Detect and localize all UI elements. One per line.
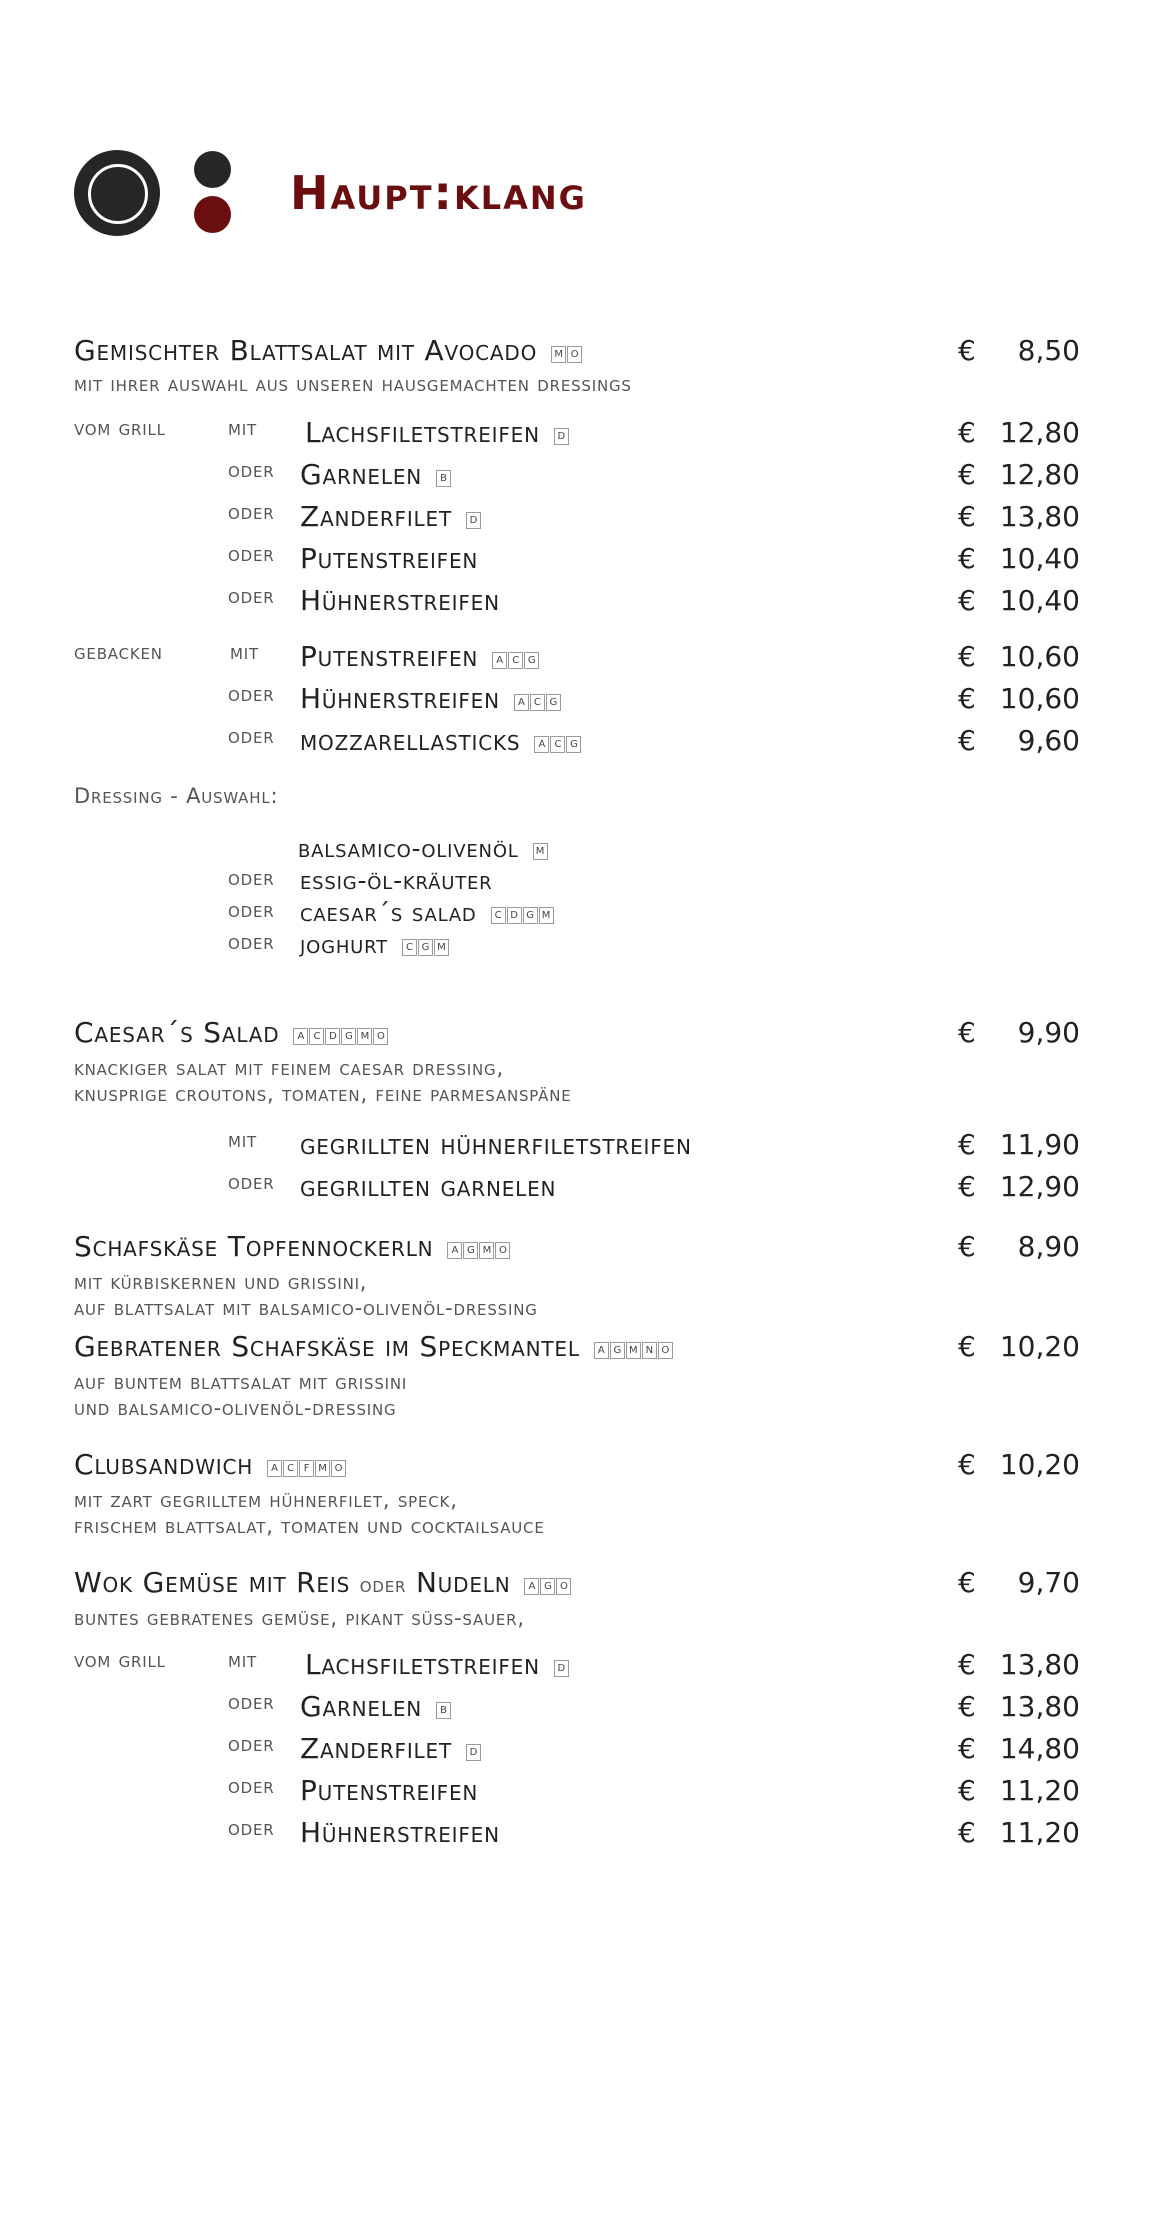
allergen-codes <box>533 843 549 860</box>
allergen-codes <box>466 1744 482 1761</box>
allergen-code: O <box>495 1242 510 1259</box>
allergen-codes <box>594 1342 674 1359</box>
allergen-code: D <box>507 907 522 924</box>
item-price: € 8,90 <box>958 1230 1080 1263</box>
item-price: € 10,20 <box>958 1330 1080 1363</box>
item-name: Gemischter Blattsalat mit Avocado M O <box>74 334 583 367</box>
logo-ring-icon <box>74 150 160 236</box>
allergen-code: O <box>331 1460 346 1477</box>
allergen-codes <box>436 1702 452 1719</box>
allergen-codes <box>447 1242 511 1259</box>
allergen-code: M <box>551 346 566 363</box>
allergen-code: D <box>554 428 569 445</box>
allergen-code: A <box>293 1028 308 1045</box>
allergen-code: B <box>436 1702 451 1719</box>
allergen-codes <box>534 736 582 753</box>
allergen-code: C <box>491 907 506 924</box>
allergen-code: D <box>325 1028 340 1045</box>
item-price: € 9,70 <box>958 1566 1080 1599</box>
allergen-code: F <box>299 1460 314 1477</box>
allergen-code: A <box>534 736 549 753</box>
allergen-code: A <box>594 1342 609 1359</box>
allergen-code: C <box>402 939 417 956</box>
allergen-code: G <box>418 939 433 956</box>
allergen-code: A <box>514 694 529 711</box>
allergen-codes <box>466 512 482 529</box>
allergen-codes <box>491 907 555 924</box>
item-name: Caesar´s Salad A C D G M O <box>74 1016 389 1049</box>
allergen-code: N <box>642 1342 657 1359</box>
allergen-code: O <box>373 1028 388 1045</box>
item-price: € 9,90 <box>958 1016 1080 1049</box>
allergen-codes <box>554 428 570 445</box>
logo-dot-icon <box>194 151 231 188</box>
allergen-code: A <box>524 1578 539 1595</box>
allergen-code: D <box>466 1744 481 1761</box>
allergen-code: G <box>341 1028 356 1045</box>
allergen-codes <box>402 939 450 956</box>
allergen-codes <box>293 1028 389 1045</box>
allergen-code: G <box>463 1242 478 1259</box>
allergen-code: M <box>434 939 449 956</box>
allergen-code: C <box>283 1460 298 1477</box>
allergen-code: A <box>267 1460 282 1477</box>
allergen-code: O <box>658 1342 673 1359</box>
allergen-code: C <box>508 652 523 669</box>
allergen-code: G <box>524 652 539 669</box>
allergen-codes <box>267 1460 347 1477</box>
allergen-code: G <box>523 907 538 924</box>
allergen-code: C <box>550 736 565 753</box>
allergen-code: G <box>540 1578 555 1595</box>
item-price: € 8,50 <box>958 334 1080 367</box>
allergen-codes <box>554 1660 570 1677</box>
allergen-code: M <box>479 1242 494 1259</box>
allergen-code: D <box>554 1660 569 1677</box>
allergen-code: A <box>447 1242 462 1259</box>
allergen-codes <box>436 470 452 487</box>
allergen-codes <box>524 1578 572 1595</box>
allergen-code: A <box>492 652 507 669</box>
allergen-code: C <box>309 1028 324 1045</box>
page-title: Haupt:klang <box>290 166 587 220</box>
item-name: Gebratener Schafskäse im Speckmantel A G M N O <box>74 1330 674 1363</box>
allergen-code: O <box>556 1578 571 1595</box>
allergen-code: M <box>626 1342 641 1359</box>
item-name: Clubsandwich A C F M O <box>74 1448 347 1481</box>
allergen-code: G <box>610 1342 625 1359</box>
allergen-code: M <box>315 1460 330 1477</box>
item-name: Wok Gemüse mit Reis oder Nudeln A G O <box>74 1566 572 1599</box>
item-price: € 10,20 <box>958 1448 1080 1481</box>
allergen-code: B <box>436 470 451 487</box>
allergen-code: M <box>539 907 554 924</box>
allergen-code: G <box>566 736 581 753</box>
item-name: Schafskäse Topfennockerln A G M O <box>74 1230 511 1263</box>
allergen-code: G <box>546 694 561 711</box>
allergen-code: C <box>530 694 545 711</box>
logo-dot-icon <box>194 196 231 233</box>
allergen-code: M <box>357 1028 372 1045</box>
allergen-code: M <box>533 843 548 860</box>
allergen-codes <box>514 694 562 711</box>
allergen-codes <box>492 652 540 669</box>
allergen-code: D <box>466 512 481 529</box>
allergen-code: O <box>567 346 582 363</box>
allergen-codes <box>551 346 583 363</box>
